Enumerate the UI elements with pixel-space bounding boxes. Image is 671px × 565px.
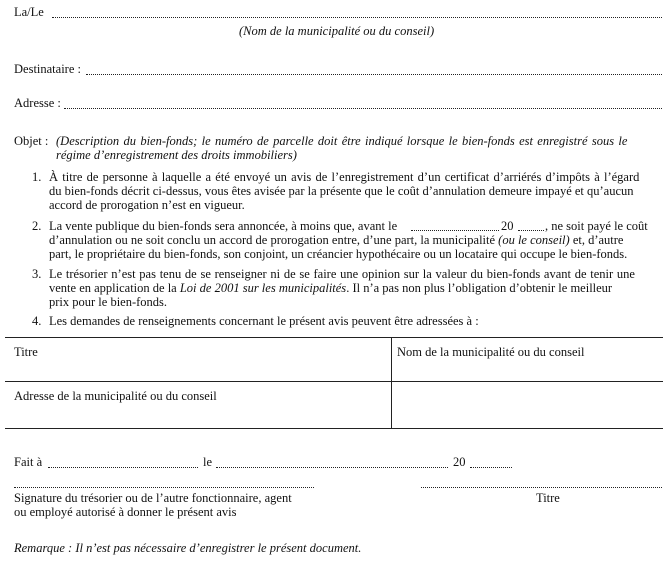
titre-caption: Titre [536,491,560,505]
item-1-number: 1. [32,170,42,184]
signature-caption-line2: ou employé autorisé à donner le présent avis [14,505,237,519]
item-1-line3: accord de prorogation n’est en vigueur. [49,198,245,212]
item-2-number: 2. [32,219,42,233]
table-middle-border [5,381,663,382]
destinataire-field[interactable] [86,74,662,75]
item-1-line2: du bien-fonds décrit ci-dessus, vous êtes avisée par la présente que le coût d’annulation demeure impayé et qu’aucun [49,184,634,198]
item-2-line2 [49,233,623,248]
signature-field[interactable] [14,487,314,488]
item-2-line3: part, le propriétaire du bien-fonds, son conjoint, un créancier hypothécaire ou un locataire qui occupe le bien-fonds. [49,247,628,261]
item-3-line2-start: vente en application de la [49,281,177,295]
item-2-line2-italic: (ou le conseil) [498,233,570,247]
le-label: le [203,455,213,469]
item-4-line1: Les demandes de renseignements concernant le présent avis peuvent être adressées à : [49,314,479,328]
remarque-note: Remarque : Il n’est pas nécessaire d’enregistrer le présent document. [14,541,362,555]
item-3-line3: prix pour le bien-fonds. [49,295,168,309]
table-column-divider [391,337,392,429]
table-adresse-label: Adresse de la municipalité ou du conseil [14,389,217,403]
fait-a-field[interactable] [48,467,198,468]
signature-caption-line1: Signature du trésorier ou de l’autre fonctionnaire, agent [14,491,292,505]
item-1-line1: À titre de personne à laquelle a été envoyé un avis de l’enregistrement d’un certificat d’arriérés d’impôts à l’égard [49,170,640,184]
date-field[interactable] [216,467,448,468]
year-field[interactable] [470,467,512,468]
item-2-year-prefix: 20 [501,219,514,233]
table-titre-label: Titre [14,345,38,359]
municipality-hint: (Nom de la municipalité ou du conseil) [239,24,435,38]
adresse-label: Adresse : [14,96,61,110]
item-3-law-title: Loi de 2001 sur les municipalités [179,281,347,295]
item-2-line1-start: La vente publique du bien-fonds sera annoncée, à moins que, avant le [49,219,398,233]
objet-description-line1: (Description du bien-fonds; le numéro de parcelle doit être indiqué lorsque le bien-fonds est enregistré sous le [56,134,628,148]
item-3-line2-end: . Il n’a pas non plus l’obligation d’obtenir le meilleur [346,281,613,295]
item-2-line1-end: , ne soit payé le coût [545,219,648,233]
item-3-number: 3. [32,267,42,281]
item-3-line2 [49,281,612,296]
destinataire-label: Destinataire : [14,62,81,76]
table-bottom-border [5,428,663,429]
objet-label: Objet : [14,134,49,148]
item-2-line2-start: d’annulation ou ne soit conclu un accord de prorogation entre, d’une part, la municipalité [49,233,496,247]
table-nom-municipalite-label: Nom de la municipalité ou du conseil [397,345,585,359]
deadline-day-field[interactable] [411,230,499,231]
la-le-label: La/Le [14,5,44,19]
fait-a-label: Fait à [14,455,43,469]
table-top-border [5,337,663,338]
titre-signature-field[interactable] [421,487,662,488]
objet-description-line2: régime d’enregistrement des droits immobiliers) [56,148,297,162]
year-prefix: 20 [453,455,466,469]
item-2-line2-end: et, d’autre [572,233,624,247]
adresse-field[interactable] [64,108,662,109]
item-3-line1: Le trésorier n’est pas tenu de se renseigner ni de se faire une opinion sur la valeur du bien-fonds avant de tenir une [49,267,635,281]
municipality-field[interactable] [52,17,662,18]
item-4-number: 4. [32,314,42,328]
deadline-year-field[interactable] [518,230,544,231]
